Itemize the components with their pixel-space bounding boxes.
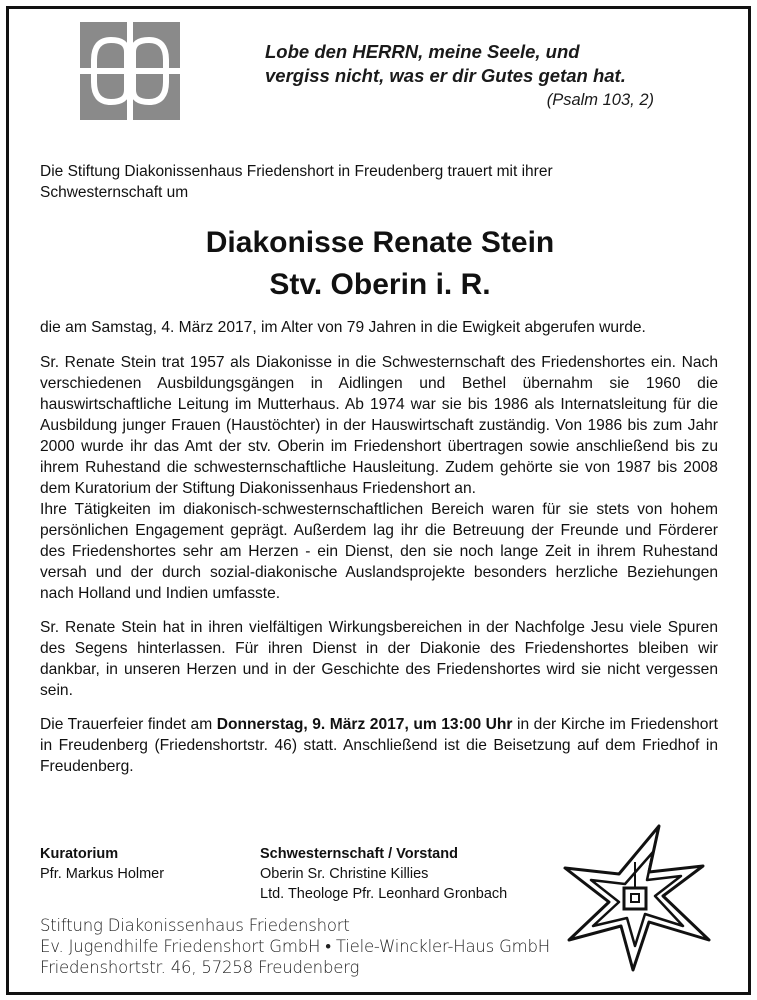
deceased-name: Diakonisse Renate Stein (205, 226, 555, 259)
funeral-date: Donnerstag, 9. März 2017, um 13:00 Uhr (216, 716, 513, 733)
footer-line-2: Ev. Jugendhilfe Friedenshort GmbH • Tiele-Winckler-Haus GmbH (40, 937, 551, 956)
footer-line-3: Friedenshortstr. 46, 57258 Freudenberg (40, 958, 360, 977)
intro-line-1: Die Stiftung Diakonissenhaus Friedenshort in Freudenberg trauert mit ihrer (40, 163, 553, 180)
signature-name: Pfr. Markus Holmer (40, 866, 165, 882)
psalm-quote (265, 40, 655, 110)
signature-vorstand (260, 844, 507, 904)
intro-line-2: Schwesternschaft um (40, 184, 189, 201)
signature-name: Ltd. Theologe Pfr. Leonhard Gronbach (260, 886, 508, 902)
footer-address (40, 915, 550, 978)
friedenshort-star-icon (563, 822, 713, 974)
funeral-suffix: in der Kirche im Friedenshort in Freudenberg (Friedenshortstr. 46) statt. Anschließend ist die Beisetzung auf dem Friedhof in Freudenberg. (40, 716, 718, 775)
death-notice: die am Samstag, 4. März 2017, im Alter von 79 Jahren in die Ewigkeit abgerufen wurde. (40, 319, 646, 336)
deceased-heading (30, 222, 730, 306)
signature-kuratorium (40, 844, 164, 884)
biography-paragraph: Sr. Renate Stein trat 1957 als Diakonisse in die Schwesternschaft des Friedenshortes ein. Nach verschiedenen Ausbildungsgängen in Aidlingen und Bethel übernahm sie 1960 die hauswirtschaftliche Leitung im Mutterhaus. Ab 1974 war sie bis 1986 als Internatsleitung für die Ausbildung junger Frauen (Haustöchter) in der Hauswirtschaft zuständig. Von 1986 bis zum Jahr 2000 wurde ihr das Amt der stv. Oberin im Friedenshort übertragen sowie anschließend bis zu ihrem Ruhestand die schwesternschaftliche Hausleitung. Zudem gehörte sie von 1987 bis 2008 dem Kuratorium der Stiftung Diakonissenhaus Friedenshort an. (40, 354, 718, 497)
psalm-reference: (Psalm 103, 2) (546, 91, 654, 109)
activities-paragraph: Ihre Tätigkeiten im diakonisch-schwesternschaftlichen Bereich waren für sie stets von hohem persönlichen Engagement geprägt. Außerdem lag ihr die Betreuung der Freunde und Förderer des Friedenshortes sehr am Herzen - ein Dienst, den sie noch lange Zeit in ihrem Ruhestand versah und der durch sozial-diakonische Auslandsprojekte besonders herzliche Beziehungen nach Holland und Indien umfasste. (40, 501, 718, 602)
obituary-body (40, 317, 718, 777)
intro-text (40, 161, 720, 203)
funeral-paragraph (40, 714, 718, 777)
funeral-prefix: Die Trauerfeier findet am (40, 716, 217, 733)
footer-line-1: Stiftung Diakonissenhaus Friedenshort (40, 916, 350, 935)
signature-heading-left: Kuratorium (40, 846, 119, 862)
psalm-line-1: Lobe den HERRN, meine Seele, und (265, 41, 580, 62)
diakonie-logo-icon (80, 22, 180, 120)
signature-name: Oberin Sr. Christine Killies (260, 866, 429, 882)
tribute-paragraph: Sr. Renate Stein hat in ihren vielfältigen Wirkungsbereichen in der Nachfolge Jesu viele Spuren des Segens hinterlassen. Für ihren Dienst in der Diakonie des Friedenshortes bleiben wir dankbar, in unseren Herzen und in der Geschichte des Friedenshortes wird sie nicht vergessen sein. (40, 619, 718, 699)
psalm-line-2: vergiss nicht, was er dir Gutes getan hat. (265, 65, 626, 86)
deceased-title: Stv. Oberin i. R. (269, 268, 491, 301)
signature-heading-right: Schwesternschaft / Vorstand (260, 846, 458, 862)
